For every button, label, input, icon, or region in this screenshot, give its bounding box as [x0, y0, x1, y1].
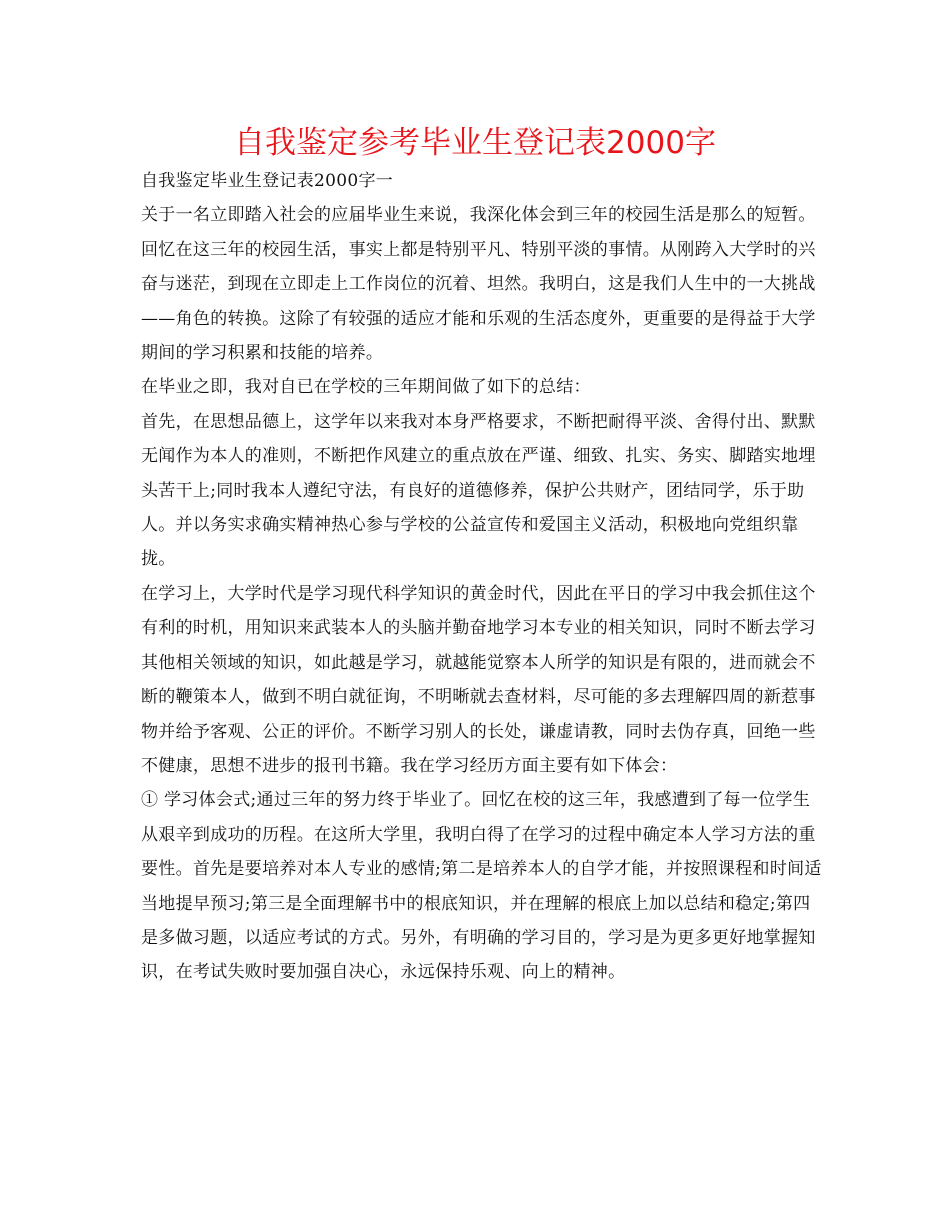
paragraph: ① 学习体会式;通过三年的努力终于毕业了。回忆在校的这三年，我感遭到了每一位学生从艰辛到成功的历程。在这所大学里，我明白得了在学习的过程中确定本人学习方法的重要性。首先是要培养对本人专业的感情;第二是培养本人的自学才能，并按照课程和时间适当地提早预习;第三是全面理解书中的根底知识，并在理解的根底上加以总结和稳定;第四是多做习题，以适应考试的方式。另外，有明确的学习目的，学习是为更多更好地掌握知识，在考试失败时要加强自决心，永远保持乐观、向上的精神。 — [141, 790, 822, 983]
document-title: 自我鉴定参考毕业生登记表2000字 — [234, 125, 716, 161]
paragraph: 在学习上，大学时代是学习现代科学知识的黄金时代，因此在平日的学习中我会抓住这个有利的时机，用知识来武装本人的头脑并勤奋地学习本专业的相关知识，同时不断去学习其他相关领域的知识，如此越是学习，就越能觉察本人所学的知识是有限的，进而就会不断的鞭策本人，做到不明白就征询，不明晰就去查材料，尽可能的多去理解四周的新惹事物并给予客观、公正的评价。不断学习别人的长处，谦虚请教，同时去伪存真，回绝一些不健康，思想不进步的报刊书籍。我在学习经历方面主要有如下体会： — [141, 583, 816, 776]
paragraph: 首先，在思想品德上，这学年以来我对本身严格要求，不断把耐得平淡、舍得付出、默默无闻作为本人的准则，不断把作风建立的重点放在严谨、细致、扎实、务实、脚踏实地埋头苦干上;同时我本人遵纪守法，有良好的道德修养，保护公共财产，团结同学，乐于助人。并以务实求确实精神热心参与学校的公益宣传和爱国主义活动，积极地向党组织靠拢。 — [141, 411, 816, 570]
paragraph: 关于一名立即踏入社会的应届毕业生来说，我深化体会到三年的校园生活是那么的短暂。回忆在这三年的校园生活，事实上都是特别平凡、特别平淡的事情。从刚跨入大学时的兴奋与迷茫，到现在立即走上工作岗位的沉着、坦然。我明白，这是我们人生中的一大挑战——角色的转换。这除了有较强的适应才能和乐观的生活态度外，更重要的是得益于大学期间的学习积累和技能的培养。 — [141, 205, 816, 364]
document-body — [141, 164, 823, 990]
subtitle-line: 自我鉴定毕业生登记表2000字一 — [141, 171, 394, 191]
paragraph: 在毕业之即，我对自已在学校的三年期间做了如下的总结： — [141, 377, 591, 398]
